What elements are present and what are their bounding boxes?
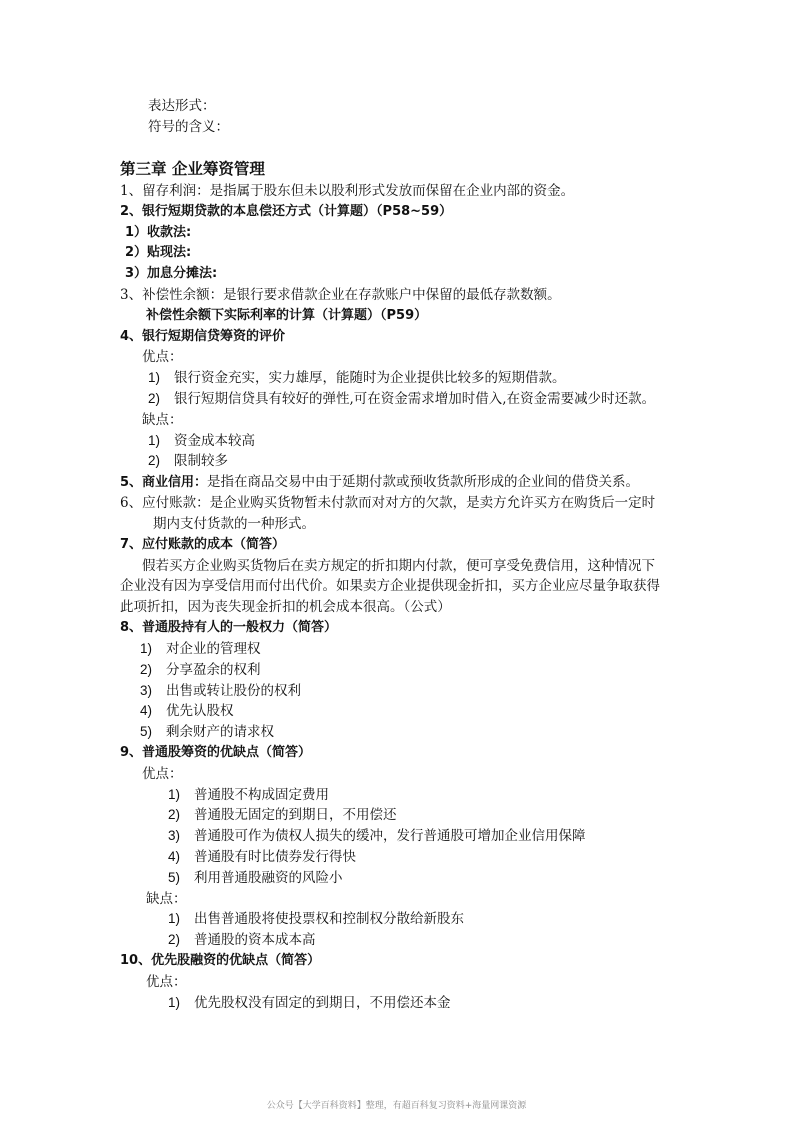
- list-text: 普通股的资本成本高: [194, 932, 316, 948]
- list-text: 出售或转让股份的权利: [166, 683, 301, 699]
- list-number: 4): [140, 703, 153, 718]
- text-line: 1、留存利润：是指属于股东但未以股利形式发放而保留在企业内部的资金。: [120, 183, 575, 199]
- list-text: 普通股有时比债券发行得快: [194, 849, 356, 865]
- paragraph-line: 假若买方企业购买货物后在卖方规定的折扣期内付款，便可享受免费信用，这种情况下: [142, 558, 655, 574]
- list-item: [140, 660, 261, 680]
- list-item: [168, 930, 316, 950]
- section-heading: 10、优先股融资的优缺点（简答）: [120, 953, 321, 968]
- list-number: 1): [168, 995, 181, 1010]
- list-item: [140, 722, 274, 742]
- section-heading: 9、普通股筹资的优缺点（简答）: [120, 745, 312, 760]
- list-number: 2): [168, 932, 181, 947]
- list-text: 利用普通股融资的风险小: [194, 870, 343, 886]
- list-text: 资金成本较高: [174, 433, 255, 449]
- list-item: [148, 368, 566, 388]
- list-number: 5): [140, 724, 153, 739]
- list-number: 2): [148, 391, 161, 406]
- list-item: [140, 681, 301, 701]
- text-line: 优点：: [142, 349, 183, 365]
- list-text: 优先股权没有固定的到期日，不用偿还本金: [194, 995, 451, 1011]
- list-item: [168, 785, 329, 805]
- list-number: 1): [168, 787, 181, 802]
- list-text: 对企业的管理权: [166, 641, 261, 657]
- list-text: 出售普通股将使投票权和控制权分散给新股东: [194, 911, 464, 927]
- list-number: 3): [168, 828, 181, 843]
- list-text: 分享盈余的权利: [166, 662, 261, 678]
- list-number: 1): [168, 911, 181, 926]
- list-number: 3): [140, 683, 153, 698]
- sub-heading: 1）收款法:: [125, 225, 192, 240]
- term-definition: 是指在商品交易中由于延期付款或预收货款所形成的企业间的借贷关系。: [207, 474, 640, 490]
- sub-heading: 3）加息分摊法:: [125, 266, 218, 281]
- text-line: 期内支付货款的一种形式。: [153, 516, 315, 532]
- list-item: [168, 868, 343, 888]
- text-line: 优点：: [146, 974, 187, 990]
- term-label: 5、商业信用：: [120, 475, 208, 490]
- list-item: [148, 451, 228, 471]
- list-item: [168, 826, 586, 846]
- list-item: [168, 805, 397, 825]
- sub-heading: 补偿性余额下实际利率的计算（计算题）（P59）: [146, 308, 428, 323]
- list-item: [148, 389, 655, 409]
- section-heading: 4、银行短期信贷筹资的评价: [120, 329, 286, 344]
- list-number: 2): [168, 807, 181, 822]
- text-line: 表达形式：: [148, 98, 216, 114]
- text-line: 3、补偿性余额：是银行要求借款企业在存款账户中保留的最低存款数额。: [120, 287, 561, 303]
- list-item: [168, 847, 356, 867]
- list-number: 1): [148, 433, 161, 448]
- list-text: 普通股不构成固定费用: [194, 787, 329, 803]
- list-number: 1): [148, 370, 161, 385]
- list-text: 优先认股权: [166, 703, 234, 719]
- list-number: 1): [140, 641, 153, 656]
- page-footer: 公众号【大学百科资料】整理，有超百科复习资料+海量网课资源: [266, 1101, 527, 1111]
- text-line: [120, 472, 639, 493]
- list-text: 银行短期信贷具有较好的弹性,可在资金需求增加时借入,在资金需要减少时还款。: [174, 391, 656, 407]
- section-heading: 8、普通股持有人的一般权力（简答）: [120, 620, 338, 635]
- list-text: 普通股可作为债权人损失的缓冲，发行普通股可增加企业信用保障: [194, 828, 586, 844]
- section-heading: 2、银行短期贷款的本息偿还方式（计算题）（P58~59）: [120, 204, 453, 219]
- section-heading: 7、应付账款的成本（简答）: [120, 537, 286, 552]
- list-item: [148, 431, 255, 451]
- list-item: [168, 993, 451, 1013]
- list-item: [168, 909, 464, 929]
- list-item: [140, 701, 234, 721]
- text-line: 优点：: [142, 766, 183, 782]
- list-text: 银行资金充实，实力雄厚，能随时为企业提供比较多的短期借款。: [174, 370, 566, 386]
- sub-heading: 2）贴现法:: [125, 245, 192, 260]
- list-number: 2): [140, 662, 153, 677]
- list-number: 4): [168, 849, 181, 864]
- text-line: 缺点：: [146, 891, 187, 907]
- paragraph-line: 此项折扣，因为丧失现金折扣的机会成本很高。（公式）: [120, 599, 451, 615]
- list-text: 普通股无固定的到期日，不用偿还: [194, 807, 397, 823]
- list-number: 2): [148, 453, 161, 468]
- text-line: 6、应付账款：是企业购买货物暂未付款而对对方的欠款，是卖方允许买方在购货后一定时: [120, 495, 656, 511]
- list-number: 5): [168, 870, 181, 885]
- text-line: 符号的含义：: [148, 119, 229, 135]
- list-text: 限制较多: [174, 453, 228, 469]
- list-text: 剩余财产的请求权: [166, 724, 274, 740]
- list-item: [140, 639, 261, 659]
- text-line: 缺点：: [142, 412, 183, 428]
- chapter-title: 第三章 企业筹资管理: [120, 160, 265, 178]
- paragraph-line: 企业没有因为享受信用而付出代价。如果卖方企业提供现金折扣，买方企业应尽量争取获得: [120, 578, 660, 594]
